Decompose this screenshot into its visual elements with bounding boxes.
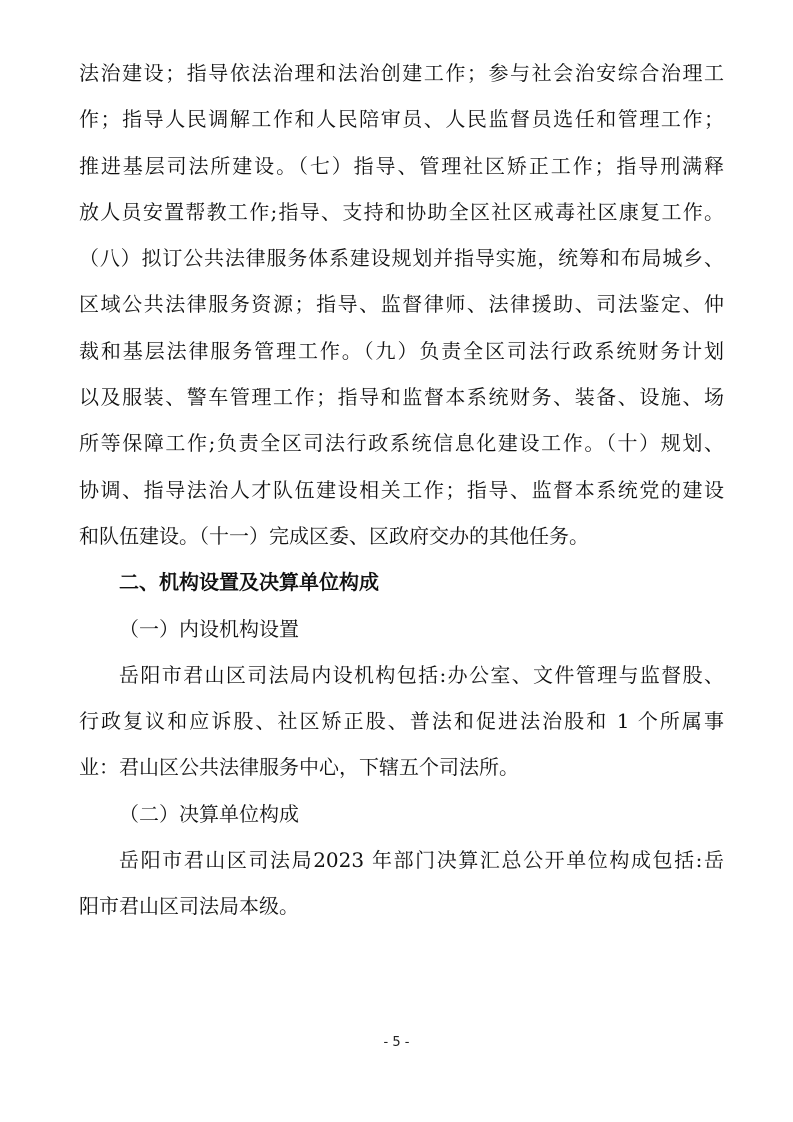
text-line: 阳市君山区司法局本级。	[79, 894, 299, 919]
text-line: 作；指导人民调解工作和人民陪审员、人民监督员选任和管理工作；	[79, 107, 724, 132]
page-number: - 5 -	[383, 1035, 410, 1050]
document-body	[79, 50, 724, 930]
text-line: 推进基层司法所建设。（七）指导、管理社区矫正工作；指导刑满释	[79, 153, 724, 178]
paragraph-internal-structure	[79, 652, 724, 791]
text-line: 岳阳市君山区司法局2023 年部门决算汇总公开单位构成包括:岳	[119, 848, 724, 873]
text-line: 行政复议和应诉股、社区矫正股、普法和促进法治股和 1 个所属事	[79, 709, 724, 734]
text-line: 业：君山区公共法律服务中心，下辖五个司法所。	[79, 755, 519, 780]
paragraph-duties-continued	[79, 50, 724, 559]
subsection-heading: （一）内设机构设置	[119, 616, 299, 641]
subsection-heading: （二）决算单位构成	[119, 801, 299, 826]
text-line: 和队伍建设。（十一）完成区委、区政府交办的其他任务。	[79, 523, 589, 548]
text-line: 放人员安置帮教工作;指导、支持和协助全区社区戒毒社区康复工作。	[79, 199, 724, 224]
text-line: 协调、指导法治人才队伍建设相关工作；指导、监督本系统党的建设	[79, 477, 724, 502]
text-line: （八）拟订公共法律服务体系建设规划并指导实施，统筹和布局城乡、	[79, 246, 724, 271]
paragraph-unit-composition	[79, 837, 724, 930]
text-line: 裁和基层法律服务管理工作。（九）负责全区司法行政系统财务计划	[79, 338, 724, 363]
text-line: 岳阳市君山区司法局内设机构包括:办公室、文件管理与监督股、	[119, 662, 724, 687]
text-line: 以及服装、警车管理工作；指导和监督本系统财务、装备、设施、场	[79, 385, 724, 410]
text-line: 所等保障工作;负责全区司法行政系统信息化建设工作。（十）规划、	[79, 431, 724, 456]
text-line: 区域公共法律服务资源；指导、监督律师、法律援助、司法鉴定、仲	[79, 292, 724, 317]
text-line: 法治建设；指导依法治理和法治创建工作；参与社会治安综合治理工	[79, 61, 724, 85]
section-heading: 二、机构设置及决算单位构成	[119, 570, 379, 595]
